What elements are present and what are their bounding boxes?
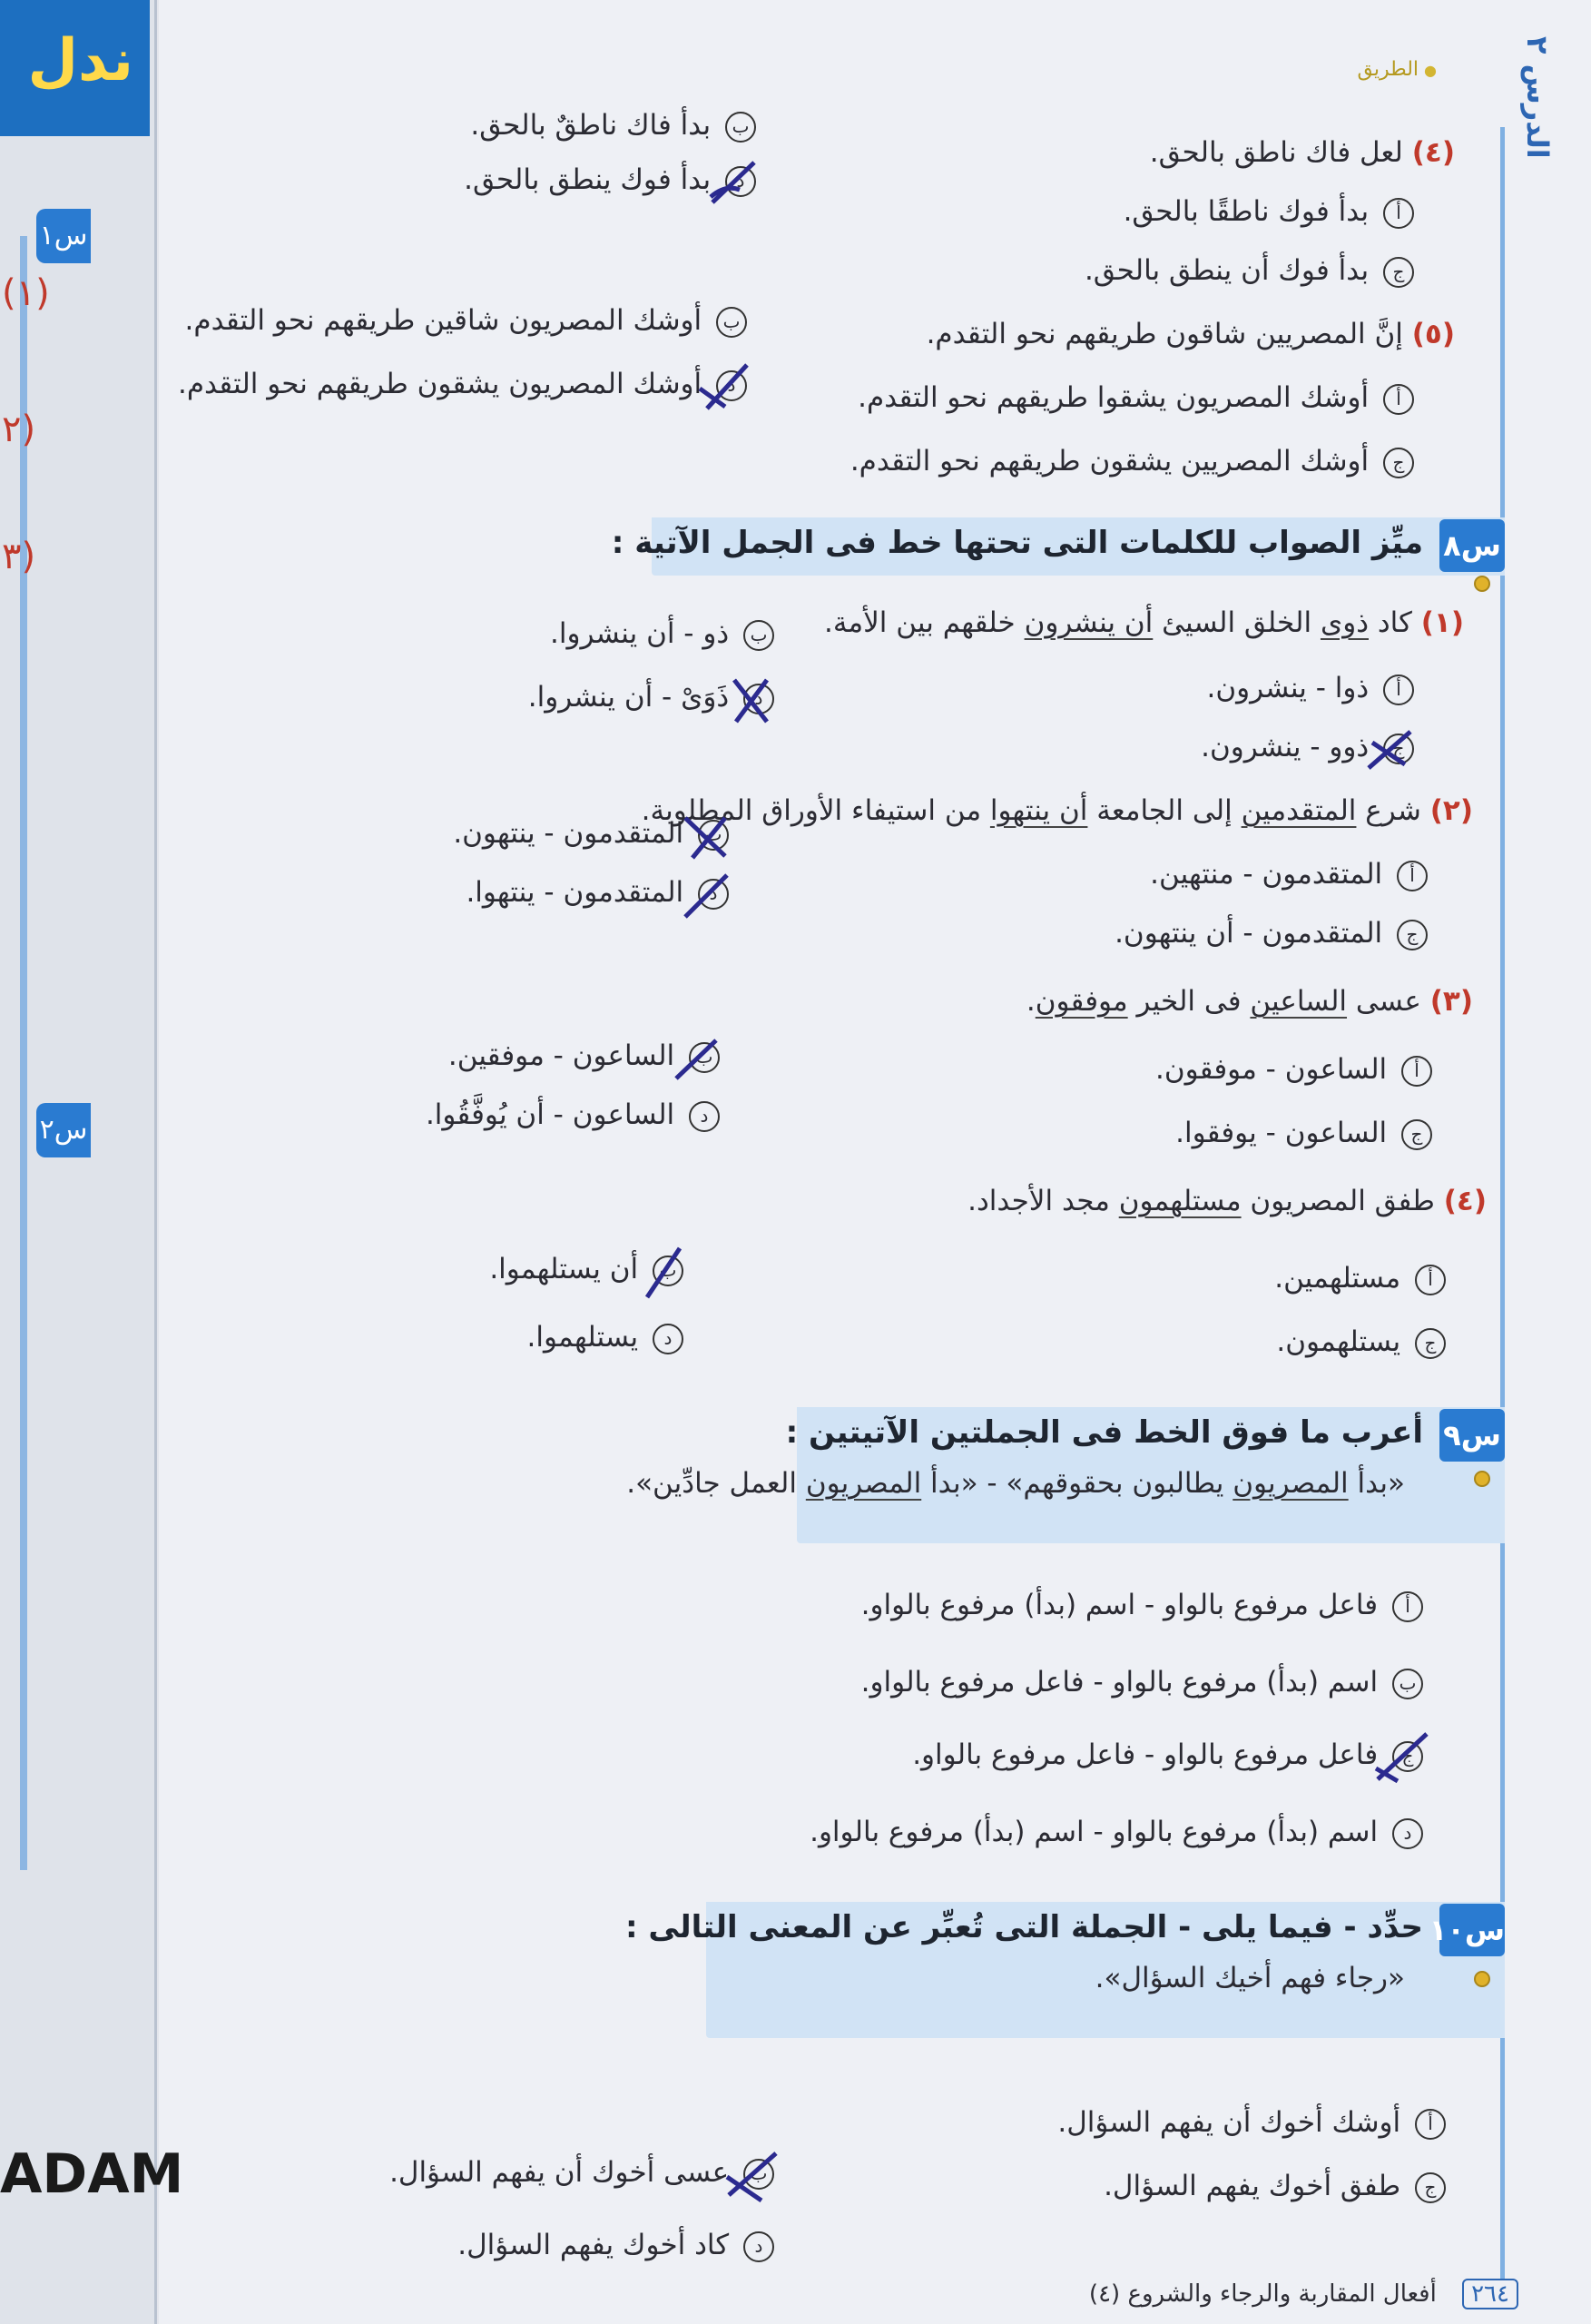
q8-dot xyxy=(1474,576,1490,592)
q8-4-option-b[interactable] xyxy=(489,1253,683,1286)
adjacent-tab-text: ندل xyxy=(27,27,133,94)
q8-item-1 xyxy=(824,606,1464,640)
option-letter: ج xyxy=(1415,1328,1446,1359)
q10-option-c[interactable] xyxy=(1104,2170,1446,2203)
q7-4-option-d[interactable] xyxy=(464,163,756,197)
option-letter: ب xyxy=(743,620,774,651)
adjacent-mark-1: (١) xyxy=(2,272,50,314)
q10-sentence: «رجاء فهم أخيك السؤال». xyxy=(1095,1962,1405,1994)
option-letter: ج xyxy=(1397,920,1428,950)
letter: ب xyxy=(704,822,722,845)
option-letter: أ xyxy=(1415,1265,1446,1295)
adjacent-page xyxy=(0,0,157,2324)
option-text: بدأ فوك ناطقًا بالحق. xyxy=(1123,195,1370,228)
footer-title: أفعال المقاربة والرجاء والشروع (٤) xyxy=(1088,2280,1437,2308)
option-letter xyxy=(689,1042,720,1073)
adjacent-page-tab xyxy=(0,0,150,136)
option-letter: أ xyxy=(1401,1056,1432,1087)
option-text: أن يستلهموا. xyxy=(489,1253,639,1285)
q9-dot xyxy=(1474,1471,1490,1487)
q10-chip: س١٠ xyxy=(1439,1904,1505,1956)
q9-sentences xyxy=(626,1467,1405,1500)
option-letter xyxy=(698,879,729,910)
section-label: ● الطريق xyxy=(1358,58,1437,81)
option-letter: ج xyxy=(1415,2172,1446,2203)
option-text: فاعل مرفوع بالواو - اسم (بدأ) مرفوع بالواو. xyxy=(860,1589,1379,1621)
option-letter: أ xyxy=(1383,675,1414,705)
option-text: بدأ فاك ناطقٌ بالحق. xyxy=(470,109,712,142)
q7-4-option-c[interactable] xyxy=(1085,254,1414,288)
option-text: اسم (بدأ) مرفوع بالواو - فاعل مرفوع بالواو. xyxy=(860,1666,1379,1699)
letter: ب xyxy=(750,2162,768,2184)
q8-title: ميِّز الصواب للكلمات التى تحتها خط فى الجمل الآتية : xyxy=(611,525,1423,561)
option-text: المتقدمون - منتهين. xyxy=(1150,858,1383,891)
option-text: أوشك المصريين يشقون طريقهم نحو التقدم. xyxy=(850,445,1370,478)
option-text: أوشك المصريون يشقوا طريقهم نحو التقدم. xyxy=(858,381,1370,414)
q8-4-option-d[interactable] xyxy=(527,1321,683,1354)
q8-chip: س٨ xyxy=(1439,519,1505,572)
option-text: بدأ فوك أن ينطق بالحق. xyxy=(1084,254,1370,287)
sentence-part: إلى الجامعة xyxy=(1087,794,1242,827)
sentence-part: «بدأ xyxy=(1348,1467,1405,1500)
adjacent-chip-s1: س١ xyxy=(36,209,91,263)
pen-strike-mark xyxy=(725,675,780,727)
item-text: لعل فاك ناطق بالحق. xyxy=(1149,136,1403,169)
option-text: الساعون - موفقين. xyxy=(447,1039,675,1072)
q8-item-3 xyxy=(1026,985,1473,1019)
q9-chip: س٩ xyxy=(1439,1409,1505,1462)
q8-3-option-a[interactable] xyxy=(1155,1053,1432,1087)
q7-5-option-d[interactable] xyxy=(178,368,747,401)
option-letter: ب xyxy=(725,112,756,143)
adjacent-mark-2: ٢) xyxy=(2,409,36,450)
workbook-page xyxy=(159,0,1591,2324)
adjacent-page-bar xyxy=(20,236,27,1870)
page-footer xyxy=(1089,2279,1518,2309)
option-letter xyxy=(698,820,729,851)
q8-1-option-a[interactable] xyxy=(1207,672,1414,705)
option-letter: ج xyxy=(1401,1119,1432,1150)
sentence-part: عسى xyxy=(1347,985,1421,1018)
item-number: (٤) xyxy=(1443,1185,1487,1217)
letter: د xyxy=(754,686,763,709)
q9-option-c[interactable] xyxy=(912,1738,1423,1772)
option-letter: أ xyxy=(1397,861,1428,891)
option-letter: د xyxy=(743,2231,774,2262)
q10-dot xyxy=(1474,1971,1490,1987)
option-letter: ب xyxy=(1392,1669,1423,1699)
q7-4-option-a[interactable] xyxy=(1124,195,1414,229)
option-letter xyxy=(1392,1741,1423,1772)
sentence-part: الخلق السيئ xyxy=(1153,606,1321,639)
option-text: بدأ فوك ينطق بالحق. xyxy=(464,163,712,196)
option-text: كاد أخوك يفهم السؤال. xyxy=(457,2229,730,2261)
q8-item-4 xyxy=(967,1185,1487,1218)
sentence-part: شرع xyxy=(1356,794,1421,827)
q10-header xyxy=(624,1902,1505,2038)
option-text: الساعون - موفقون. xyxy=(1155,1053,1388,1086)
q10-option-d[interactable] xyxy=(457,2229,774,2262)
option-letter: أ xyxy=(1415,2109,1446,2140)
letter: ج xyxy=(1392,736,1405,759)
option-text: المتقدمون - أن ينتهون. xyxy=(1115,917,1383,950)
q8-3-option-d[interactable] xyxy=(426,1098,720,1132)
letter: ب xyxy=(695,1045,713,1068)
underlined-word: المصريون xyxy=(1233,1467,1349,1500)
option-letter xyxy=(743,684,774,714)
pen-strike-mark xyxy=(698,361,752,414)
q9-title: أعرب ما فوق الخط فى الجملتين الآتيتين : xyxy=(785,1414,1423,1451)
letter: د xyxy=(709,881,718,904)
underlined-word: مستلهمون xyxy=(1118,1185,1242,1217)
letter: ب xyxy=(659,1258,677,1281)
q7-4-option-b[interactable] xyxy=(470,109,756,143)
option-text: يستلهمون. xyxy=(1276,1325,1401,1358)
option-text: المتقدمون - ينتهون. xyxy=(453,817,684,850)
sentence-part: فى الخير xyxy=(1127,985,1251,1018)
item-number: (٥) xyxy=(1411,318,1455,350)
letter: د xyxy=(736,169,745,192)
q8-2-option-b[interactable] xyxy=(453,817,729,851)
option-text: أوشك المصريون يشقون طريقهم نحو التقدم. xyxy=(177,368,702,400)
option-text: اسم (بدأ) مرفوع بالواو - اسم (بدأ) مرفوع بالواو. xyxy=(810,1816,1379,1848)
underlined-word: موفقون xyxy=(1035,985,1128,1018)
q9-option-d[interactable] xyxy=(810,1816,1423,1849)
q9-header xyxy=(626,1407,1505,1543)
q8-item-2 xyxy=(642,794,1473,828)
option-letter xyxy=(743,2159,774,2190)
page-number: ٢٦٤ xyxy=(1462,2279,1518,2309)
option-letter: أ xyxy=(1383,384,1414,415)
q8-2-option-a[interactable] xyxy=(1150,858,1428,891)
option-text: ذو - أن ينشروا. xyxy=(550,617,730,650)
pen-strike-mark xyxy=(680,870,734,922)
option-text: مستلهمين. xyxy=(1274,1262,1401,1295)
sentence-part: . xyxy=(1026,985,1036,1018)
option-text: أوشك المصريون شاقين طريقهم نحو التقدم. xyxy=(184,304,702,337)
q10-title: حدِّد - فيما يلى - الجملة التى تُعبِّر عن المعنى التالى : xyxy=(624,1909,1423,1945)
option-letter: ب xyxy=(716,307,747,338)
q8-1-option-c[interactable] xyxy=(1201,731,1414,764)
underlined-word: الساعين xyxy=(1250,985,1348,1018)
sentence-part: طفق المصريون xyxy=(1241,1185,1435,1217)
letter: د xyxy=(727,373,736,396)
q8-4-option-a[interactable] xyxy=(1274,1262,1446,1295)
q10-option-b[interactable] xyxy=(389,2156,774,2190)
option-text: الساعون - أن يُوفَّقُوا. xyxy=(425,1098,675,1131)
q8-3-option-c[interactable] xyxy=(1175,1117,1432,1150)
sentence-part: يطالبون بحقوقهم» - «بدأ xyxy=(921,1467,1233,1500)
q8-2-option-d[interactable] xyxy=(466,876,729,910)
lesson-label: الدرس ٢ xyxy=(1520,36,1555,159)
option-text: المتقدمون - ينتهوا. xyxy=(466,876,684,909)
underlined-word: ذوى xyxy=(1320,606,1369,639)
adjacent-chip-s2: س٢ xyxy=(36,1103,91,1157)
option-text: ذَوَىْ - أن ينشروا. xyxy=(527,681,730,714)
underlined-word: المتقدمين xyxy=(1241,794,1357,827)
sentence-part: كاد xyxy=(1369,606,1412,639)
option-text: ذوا - ينشرون. xyxy=(1206,672,1370,704)
adjacent-mark-3: ٣) xyxy=(2,536,36,577)
option-letter: أ xyxy=(1392,1591,1423,1622)
sentence-part: من استيفاء الأوراق المطلوبة. xyxy=(641,794,990,827)
q8-1-option-d[interactable] xyxy=(528,681,774,714)
q9-option-b[interactable] xyxy=(861,1666,1423,1699)
watermark-text: ADAM xyxy=(0,2142,184,2206)
option-letter: ج xyxy=(1383,448,1414,478)
q8-4-option-c[interactable] xyxy=(1276,1325,1446,1359)
q7-5-option-a[interactable] xyxy=(858,381,1414,415)
option-text: فاعل مرفوع بالواو - فاعل مرفوع بالواو. xyxy=(912,1738,1379,1771)
q8-3-option-b[interactable] xyxy=(448,1039,720,1073)
option-letter: ج xyxy=(1383,257,1414,288)
option-letter xyxy=(725,166,756,197)
option-letter: د xyxy=(653,1324,683,1354)
sentence-part: مجد الأجداد. xyxy=(967,1185,1119,1217)
underlined-word: المصريون xyxy=(805,1467,922,1500)
underlined-word: أن ينشرون xyxy=(1024,606,1154,639)
underlined-word: أن ينتهوا xyxy=(989,794,1088,827)
q7-5-option-c[interactable] xyxy=(850,445,1414,478)
option-letter: أ xyxy=(1383,198,1414,229)
q7-item-4 xyxy=(1150,136,1455,170)
q8-header xyxy=(611,517,1505,576)
item-number: (١) xyxy=(1420,606,1464,639)
option-letter: د xyxy=(1392,1818,1423,1849)
option-letter: د xyxy=(689,1101,720,1132)
option-text: أوشك أخوك أن يفهم السؤال. xyxy=(1057,2106,1401,2139)
q8-2-option-c[interactable] xyxy=(1115,917,1428,950)
option-text: يستلهموا. xyxy=(526,1321,639,1354)
option-letter xyxy=(653,1256,683,1286)
item-text: إنَّ المصريين شاقون طريقهم نحو التقدم. xyxy=(926,318,1403,350)
sentence-part: العمل جادِّين». xyxy=(626,1467,806,1500)
option-text: الساعون - يوفقوا. xyxy=(1175,1117,1388,1149)
option-letter xyxy=(716,370,747,401)
pen-strike-mark xyxy=(707,157,761,210)
option-text: ذوو - ينشرون. xyxy=(1201,731,1370,763)
option-text: طفق أخوك يفهم السؤال. xyxy=(1104,2170,1401,2202)
option-letter xyxy=(1383,734,1414,764)
q8-1-option-b[interactable] xyxy=(550,617,774,651)
q7-5-option-b[interactable] xyxy=(185,304,747,338)
option-text: عسى أخوك أن يفهم السؤال. xyxy=(389,2156,730,2189)
q7-item-5 xyxy=(927,318,1455,351)
letter: ج xyxy=(1401,1744,1414,1767)
sentence-part: خلقهم بين الأمة. xyxy=(824,606,1025,639)
item-number: (٢) xyxy=(1429,794,1473,827)
item-number: (٣) xyxy=(1429,985,1473,1018)
q9-option-a[interactable] xyxy=(861,1589,1423,1622)
q10-option-a[interactable] xyxy=(1057,2106,1446,2140)
item-number: (٤) xyxy=(1411,136,1455,169)
